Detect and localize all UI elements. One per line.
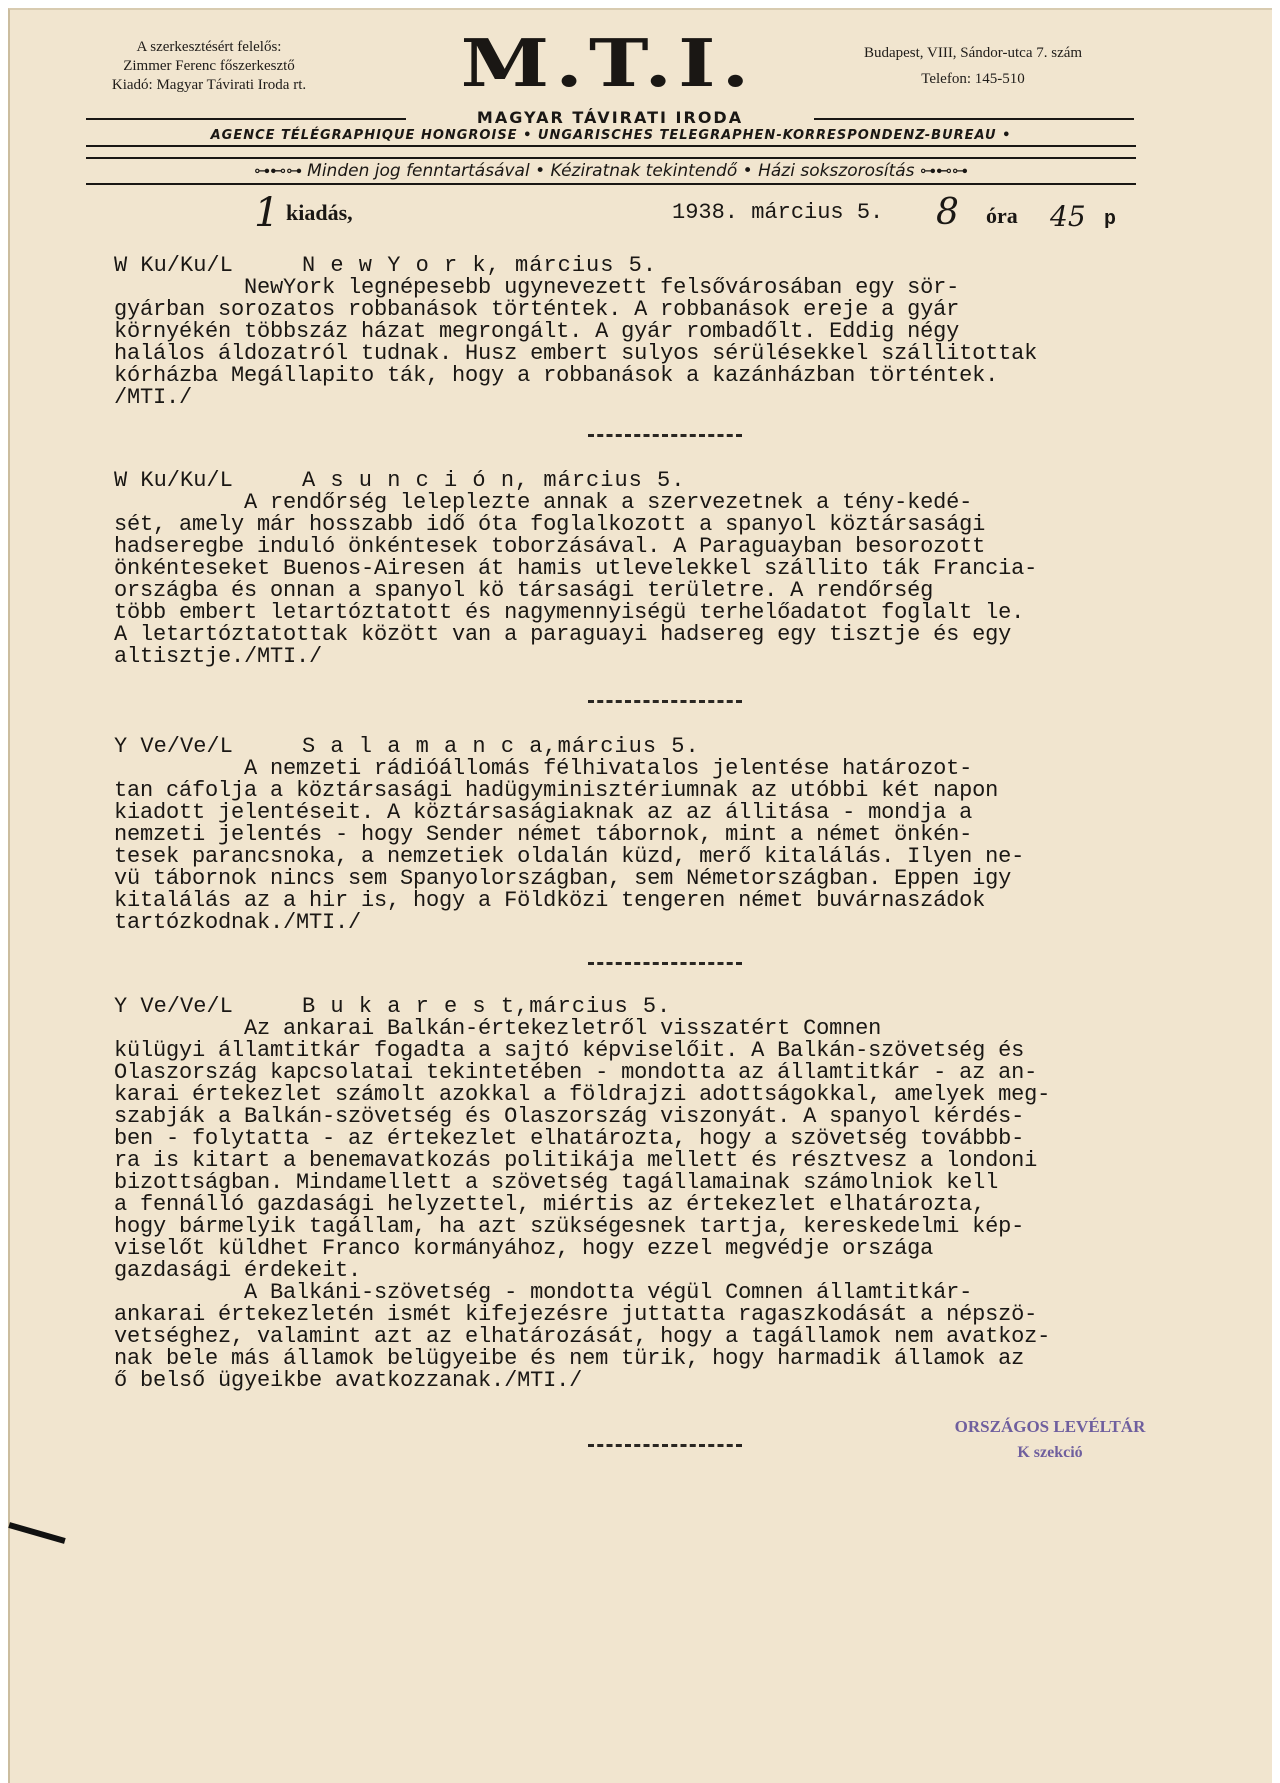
banner-rule-left [86, 118, 406, 120]
archive-stamp-name: ORSZÁGOS LEVÉLTÁR [954, 1417, 1146, 1436]
article-separator [588, 700, 742, 703]
phone-line: Telefon: 145-510 [921, 71, 1025, 87]
article-heading: A s u n c i ó n, március 5. [302, 468, 686, 493]
article-code: Y Ve/Ve/L [114, 734, 233, 759]
address-info [808, 40, 1138, 92]
article-body: Az ankarai Balkán-értekezletről visszatért Comnen külügyi államtitkár fogadta a sajtó képviselőit. A Balkán-szövetség és Olaszország kapcsolatai tekintetében - mondotta az államtitkár - az an- karai értekezlet számolt azokkal a földrajzi adottságokkal, amelyek meg- szabják a Balkán-szövetség és Olaszország viszonyát. A spanyol kérdés- ben - folytatta - az értekezlet elhatározta, hogy a szövetség továbbb- ra is kitart a benemavatkozás politikája mellett és résztvesz a londoni bizottságban. Mindamellett a szövetség tagállamainak számolniok kell a fennálló gazdasági helyzettel, miértis az értekezlet elhatározta, hogy bármelyik tagállam, ha azt szükségesnek tartja, kereskedelmi kép- viselőt küldhet Franco kormányához, hogy ezzel megvédje országa gazdasági érdekeit. A Balkáni-szövetség - mondotta végül Comnen államtitkár- ankarai értekezletén ismét kifejezésre juttatta ragaszkodását a népszö- vetséghez, valamint azt az elhatározását, hogy a tagállamok nem avatkoz- nak bele más államok belügyeibe és nem türik, hogy harmadik államok az ő belső ügyeikbe avatkozzanak./MTI./ [114, 1016, 1051, 1393]
article-code: Y Ve/Ve/L [114, 994, 233, 1019]
archive-stamp-section: K szekció [1017, 1444, 1083, 1461]
article-body: A rendőrség leleplezte annak a szervezetnek a tény-kedé- sét, amely már hosszabb idő óta foglalkozott a spanyol köztársasági hadseregbe induló önkéntesek toborzásával. A Paraguayban besorozott önkénteseket Buenos-Airesen át hamis utlevelekkel szállito ták Francia- országba és onnan a spanyol kö társasági területre. A rendőrség több embert letartóztatott és nagymennyiségü terhelőadatot foglalt le. A letartóztatottak között van a paraguayi hadsereg egy tisztje és egy altisztje./MTI./ [114, 490, 1038, 669]
editor-info [64, 38, 354, 95]
article-body: NewYork legnépesebb ugynevezett felsővárosában egy sör- gyárban sorozatos robbanások történtek. A robbanások ereje a gyár környékén többszáz házat megrongált. A gyár rombadőlt. Eddig négy halálos áldozatról tudnak. Husz embert sulyos sérülésekkel szállitottak kórházba Megállapito ták, hogy a robbanások a kazánházban történtek. /MTI./ [114, 275, 1038, 410]
flourish-ornament-right: ⊶⊷⊶ [919, 161, 968, 180]
rights-text: Minden jog fenntartásával • Kéziratnak tekintendő • Házi sokszorosítás [307, 161, 915, 181]
edition-minute: 45 [1050, 200, 1086, 233]
edition-date: 1938. március 5. [672, 200, 884, 225]
mti-logo: M.T.I. [460, 24, 756, 102]
edition-label: kiadás, [286, 200, 353, 225]
edition-hour-label: óra [986, 203, 1018, 228]
rights-notice [86, 157, 1136, 185]
archive-stamp [930, 1414, 1170, 1466]
article-code: W Ku/Ku/L [114, 253, 233, 278]
editor-info-line: Kiadó: Magyar Távirati Iroda rt. [111, 77, 307, 93]
edition-number: 1 [254, 190, 280, 236]
agency-multilingual-name: AGENCE TÉLÉGRAPHIQUE HONGROISE • UNGARISCHES TELEGRAPHEN-KORRESPONDENZ-BUREAU • [86, 128, 1136, 147]
article-heading: S a l a m a n c a,március 5. [302, 734, 700, 759]
address-line: Budapest, VIII, Sándor-utca 7. szám [863, 45, 1083, 61]
article-body: A nemzeti rádióállomás félhivatalos jelentése határozot- tan cáfolja a köztársasági hadügyminisztériumnak az utóbbi két napon kiadott jelentéseit. A köztársaságiaknak az az állitása - mondja a nemzeti jelentés - hogy Sender német tábornok, mint a német önkén- tesek parancsnoka, a nemzetiek oldalán küzd, merő kitalálás. Ilyen ne- vü tábornok nincs sem Spanyolországban, sem Németországban. Eppen igy kitalálás az a hir is, hogy a Földközi tengeren német buvárnaszádok tartózkodnak./MTI./ [114, 756, 1025, 935]
edition-minute-label: p [1104, 208, 1117, 231]
article-code: W Ku/Ku/L [114, 468, 233, 493]
article-separator [588, 962, 742, 965]
flourish-ornament-left: ⊶⊷⊶ [254, 161, 308, 180]
editor-info-line: Zimmer Ferenc főszerkesztő [123, 58, 295, 74]
article-separator [588, 1444, 742, 1447]
article-separator [588, 434, 742, 437]
agency-banner: MAGYAR TÁVIRATI IRODA [476, 108, 744, 127]
editor-info-line: A szerkesztésért felelős: [136, 39, 282, 55]
edition-hour: 8 [936, 192, 959, 233]
article-heading: B u k a r e s t,március 5. [302, 994, 672, 1019]
article-heading: N e w Y o r k, március 5. [302, 253, 658, 278]
banner-rule-right [814, 118, 1134, 120]
